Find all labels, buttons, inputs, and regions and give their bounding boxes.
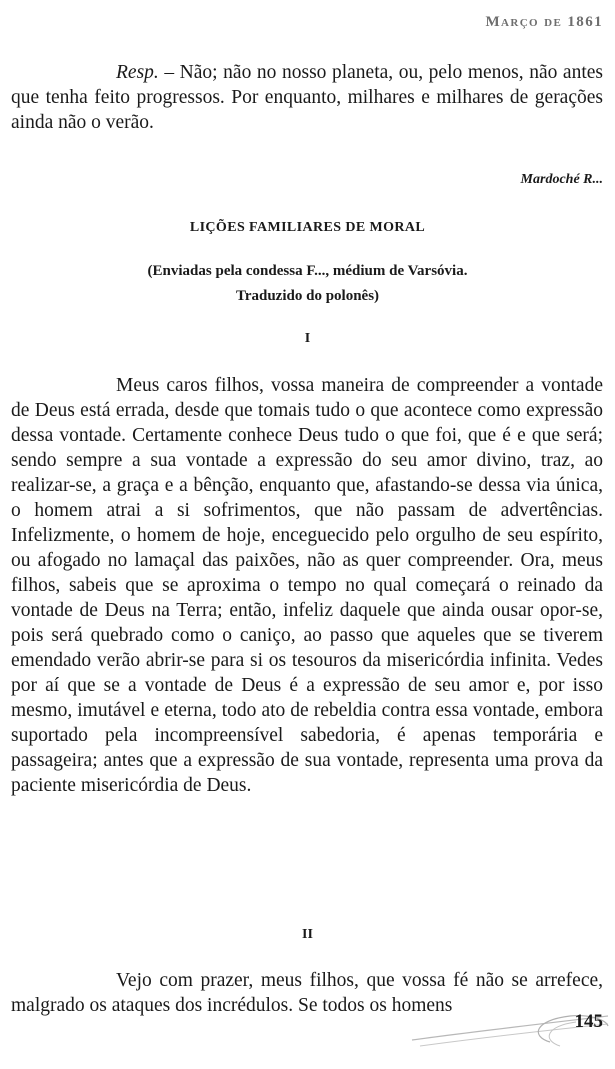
part-1-paragraph: Meus caros filhos, vossa maneira de compreender a vontade de Deus está errada, desde que tomais tudo o que acontece como expressão dessa vontade. Certamente conhece Deus tudo o que foi, que é e que será; sendo sempre a sua vontade a expressão do seu amor divino, traz, ao realizar-se, a graça e a bênção, enquanto que, afastando-se dessa via única, o homem atrai a si sofrimentos, que não passam de advertências. Infelizmente, o homem de hoje, enceguecido pelo orgulho de seu espírito, ou afogado no lamaçal das paixões, não as quer compreender. Ora, meus filhos, sabeis que se aproxima o tempo no qual começará o reinado da vontade de Deus na Terra; então, infeliz daquele que ainda ousar opor-se, pois será quebrado como o caniço, ao passo que aqueles que se tiverem emendado verão abrir-se para si os tesouros da misericórdia infinita. Vedes por aí que se a vontade de Deus é a expressão de seu amor e, por isso mesmo, imutável e eterna, todo ato de rebeldia contra essa vontade, embora suportado pela incompreensível sabedoria, é apenas temporária e passageira; antes que a expressão de sua vontade, representa uma prova da paciente misericórdia de Deus. xyxy=(11,375,603,796)
part-numeral-2: II xyxy=(302,927,313,942)
section-title: LIÇÕES FAMILIARES DE MORAL xyxy=(189,220,426,235)
resp-text: – Não; não no nosso planeta, ou, pelo menos, não antes que tenha feito progressos. Por enquanto, milhares e milhares de gerações ainda não o verão. xyxy=(11,62,603,133)
subtitle-line-1: (Enviadas pela condessa F..., médium de Varsóvia. xyxy=(147,263,468,279)
subtitle-line-2: Traduzido do polonês) xyxy=(235,288,380,304)
resp-label: Resp. xyxy=(116,62,159,83)
page-number: 145 xyxy=(574,1011,603,1032)
signature: Mardoché R... xyxy=(520,172,603,187)
response-paragraph xyxy=(11,60,603,135)
running-head: Março de 1861 xyxy=(485,14,603,30)
part-numeral-1: I xyxy=(304,331,311,346)
section-subtitle xyxy=(0,259,615,309)
part-2-paragraph: Vejo com prazer, meus filhos, que vossa fé não se arrefece, malgrado os ataques dos incrédulos. Se todos os homens xyxy=(11,970,603,1016)
